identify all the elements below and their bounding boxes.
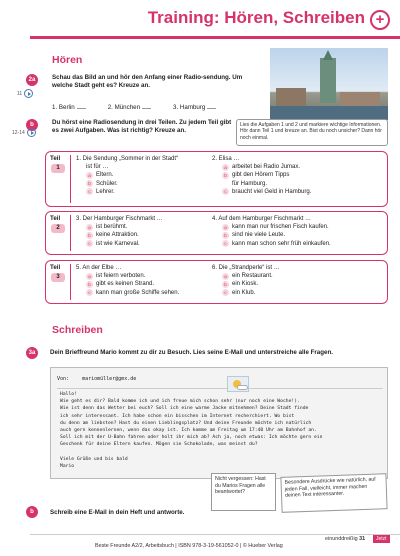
exercise-2a-instruction: Schau das Bild an und hör den Anfang einer Radio-sendung. Um welche Stadt geht es? Kreuze an. (52, 74, 243, 89)
teil-2-box (45, 211, 388, 255)
option-a[interactable]: a ein Restaurant. (212, 272, 382, 280)
hint-box: Lies die Aufgaben 1 und 2 und markiere wichtige Informationen. Hör dann Teil 1 und kreuze an. Bist du noch unsicher? Dann hör noch einmal. (236, 119, 388, 146)
option-c[interactable]: c ist wie Karneval. (76, 240, 211, 248)
option-hamburg[interactable]: 3. Hamburg (173, 103, 216, 111)
city-options (52, 103, 216, 111)
track-number: 11 (17, 90, 23, 97)
teil-number: 3 (51, 273, 65, 282)
option-c[interactable]: c kann man große Schiffe sehen. (76, 289, 211, 297)
audio-track-12-14[interactable] (12, 128, 36, 137)
option-a[interactable]: a arbeitet bei Radio Jumax. (212, 163, 382, 171)
footer-citation: Beste Freunde A2/2, Arbeitsbuch | ISBN 978-3-19-561052-0 | © Hueber Verlag (95, 543, 283, 549)
page-title: Training: Hören, Schreiben (147, 8, 365, 27)
section-title-hoeren: Hören (52, 54, 83, 66)
exercise-badge-2b: b (26, 119, 38, 131)
question-4: 4. Auf dem Hamburger Fischmarkt … a kann man nur frischen Fisch kaufen. b sind nie viele Leute. c kann man schon sehr früh einkaufen. (212, 215, 382, 248)
teil-1-box (45, 151, 388, 207)
option-b[interactable]: b gibt den Hörern Tipps (212, 171, 382, 179)
exercise-badge-2a: 2a (26, 74, 38, 86)
tip-note: Besondere Ausdrücke wie natürlich, auf jeden Fall, vielleicht, immer machen deinen Text interessanter. (280, 473, 387, 513)
option-a[interactable]: a Eltern. (76, 171, 211, 179)
option-a[interactable]: a ist berühmt. (76, 223, 211, 231)
audio-track-11[interactable] (17, 89, 33, 98)
exercise-badge-3b: b (26, 506, 38, 518)
plus-circle-icon: + (370, 10, 390, 30)
teil-label: Teil (50, 215, 61, 222)
question-3: 3. Der Hamburger Fischmarkt … a ist berühmt. b keine Attraktion. c ist wie Karneval. (76, 215, 211, 248)
audio-play-icon[interactable] (27, 128, 36, 137)
teil-label: Teil (50, 264, 61, 271)
teil-number: 1 (51, 164, 65, 173)
page-number: einunddreißig 31 (325, 536, 366, 542)
exercise-3a-instruction: Dein Brieffreund Mario kommt zu dir zu Besuch. Lies seine E-Mail und unterstreiche alle Fragen. (50, 349, 333, 356)
section-title-schreiben: Schreiben (52, 324, 103, 336)
question-6: 6. Die „Strandperle“ ist … a ein Restaurant. b ein Kiosk. c ein Klub. (212, 264, 382, 297)
option-a[interactable]: a kann man nur frischen Fisch kaufen. (212, 223, 382, 231)
header-divider (30, 36, 400, 39)
teil-number: 2 (51, 224, 65, 233)
exercise-2b-instruction: Du hörst eine Radiosendung in drei Teilen. Zu jedem Teil gibt es zwei Aufgaben. Was ist richtig? Kreuze an. (52, 119, 232, 134)
option-b[interactable]: b sind nie viele Leute. (212, 231, 382, 239)
option-c[interactable]: c kann man schon sehr früh einkaufen. (212, 240, 382, 248)
email-header (57, 373, 383, 389)
option-b[interactable]: b ein Kiosk. (212, 280, 382, 288)
option-b[interactable]: b keine Attraktion. (76, 231, 211, 239)
option-c[interactable]: c ein Klub. (212, 289, 382, 297)
weather-icon (227, 376, 249, 392)
exercise-3b-instruction: Schreib eine E-Mail in dein Heft und antworte. (50, 509, 185, 516)
exercise-badge-3a: 3a (26, 347, 38, 359)
question-1: 1. Die Sendung „Sommer in der Stadt“ ist für … a Eltern. b Schüler. c Lehrer. (76, 155, 211, 196)
option-muenchen[interactable]: 2. München (108, 103, 151, 111)
email-window (50, 367, 388, 479)
teil-label: Teil (50, 155, 61, 162)
option-a[interactable]: a ist feiern verboten. (76, 272, 211, 280)
from-label: Von: (57, 376, 70, 382)
footer-tag: Jetzt (373, 535, 390, 543)
option-b[interactable]: b gibt es keinen Strand. (76, 280, 211, 288)
footer-divider (30, 534, 400, 535)
option-berlin[interactable]: 1. Berlin (52, 103, 86, 111)
question-2: 2. Elisa … a arbeitet bei Radio Jumax. b gibt den Hörern Tipps für Hamburg. c braucht viel Geld in Hamburg. (212, 155, 382, 196)
hamburg-photo (270, 48, 388, 120)
audio-play-icon[interactable] (24, 89, 33, 98)
email-body: Hallo! Wie geht es dir? Bald komme ich und ich freue mich schon sehr (nur noch eine Woche!). Wie ist denn das Wetter bei euch? Soll ich eine warme Jacke mitnehmen? Deine Stadt finde ich sehr interessant. Ich habe schon ein bisschen im Internet recherchiert. Wo bist du denn am liebsten? Hast du einen Lieblingsplatz? Und deine Freunde möchte ich natürlich auch gern kennenlernen, wenn das okay ist. Ich komme am Freitag um 17:40 Uhr am Bahnhof an. Soll ich mit der U-Bahn fahren oder holt ihr mich ab? Ach ja, noch etwas: Ich möchte gern ein Geschenk für deine Eltern kaufen. Mögen sie Schokolade, was meinst du? Viele Grüße und bis bald Mario (60, 392, 323, 469)
option-b[interactable]: b Schüler. (76, 180, 211, 188)
reminder-note: Nicht vergessen: Hast du Marios Fragen alle beantwortet? (211, 473, 276, 511)
track-number: 12-14 (12, 129, 25, 136)
option-c[interactable]: c braucht viel Geld in Hamburg. (212, 188, 382, 196)
from-address: mariomüller@gmx.de (82, 376, 137, 382)
option-c[interactable]: c Lehrer. (76, 188, 211, 196)
question-5: 5. An der Elbe … a ist feiern verboten. b gibt es keinen Strand. c kann man große Schiffe sehen. (76, 264, 211, 297)
teil-3-box (45, 260, 388, 304)
